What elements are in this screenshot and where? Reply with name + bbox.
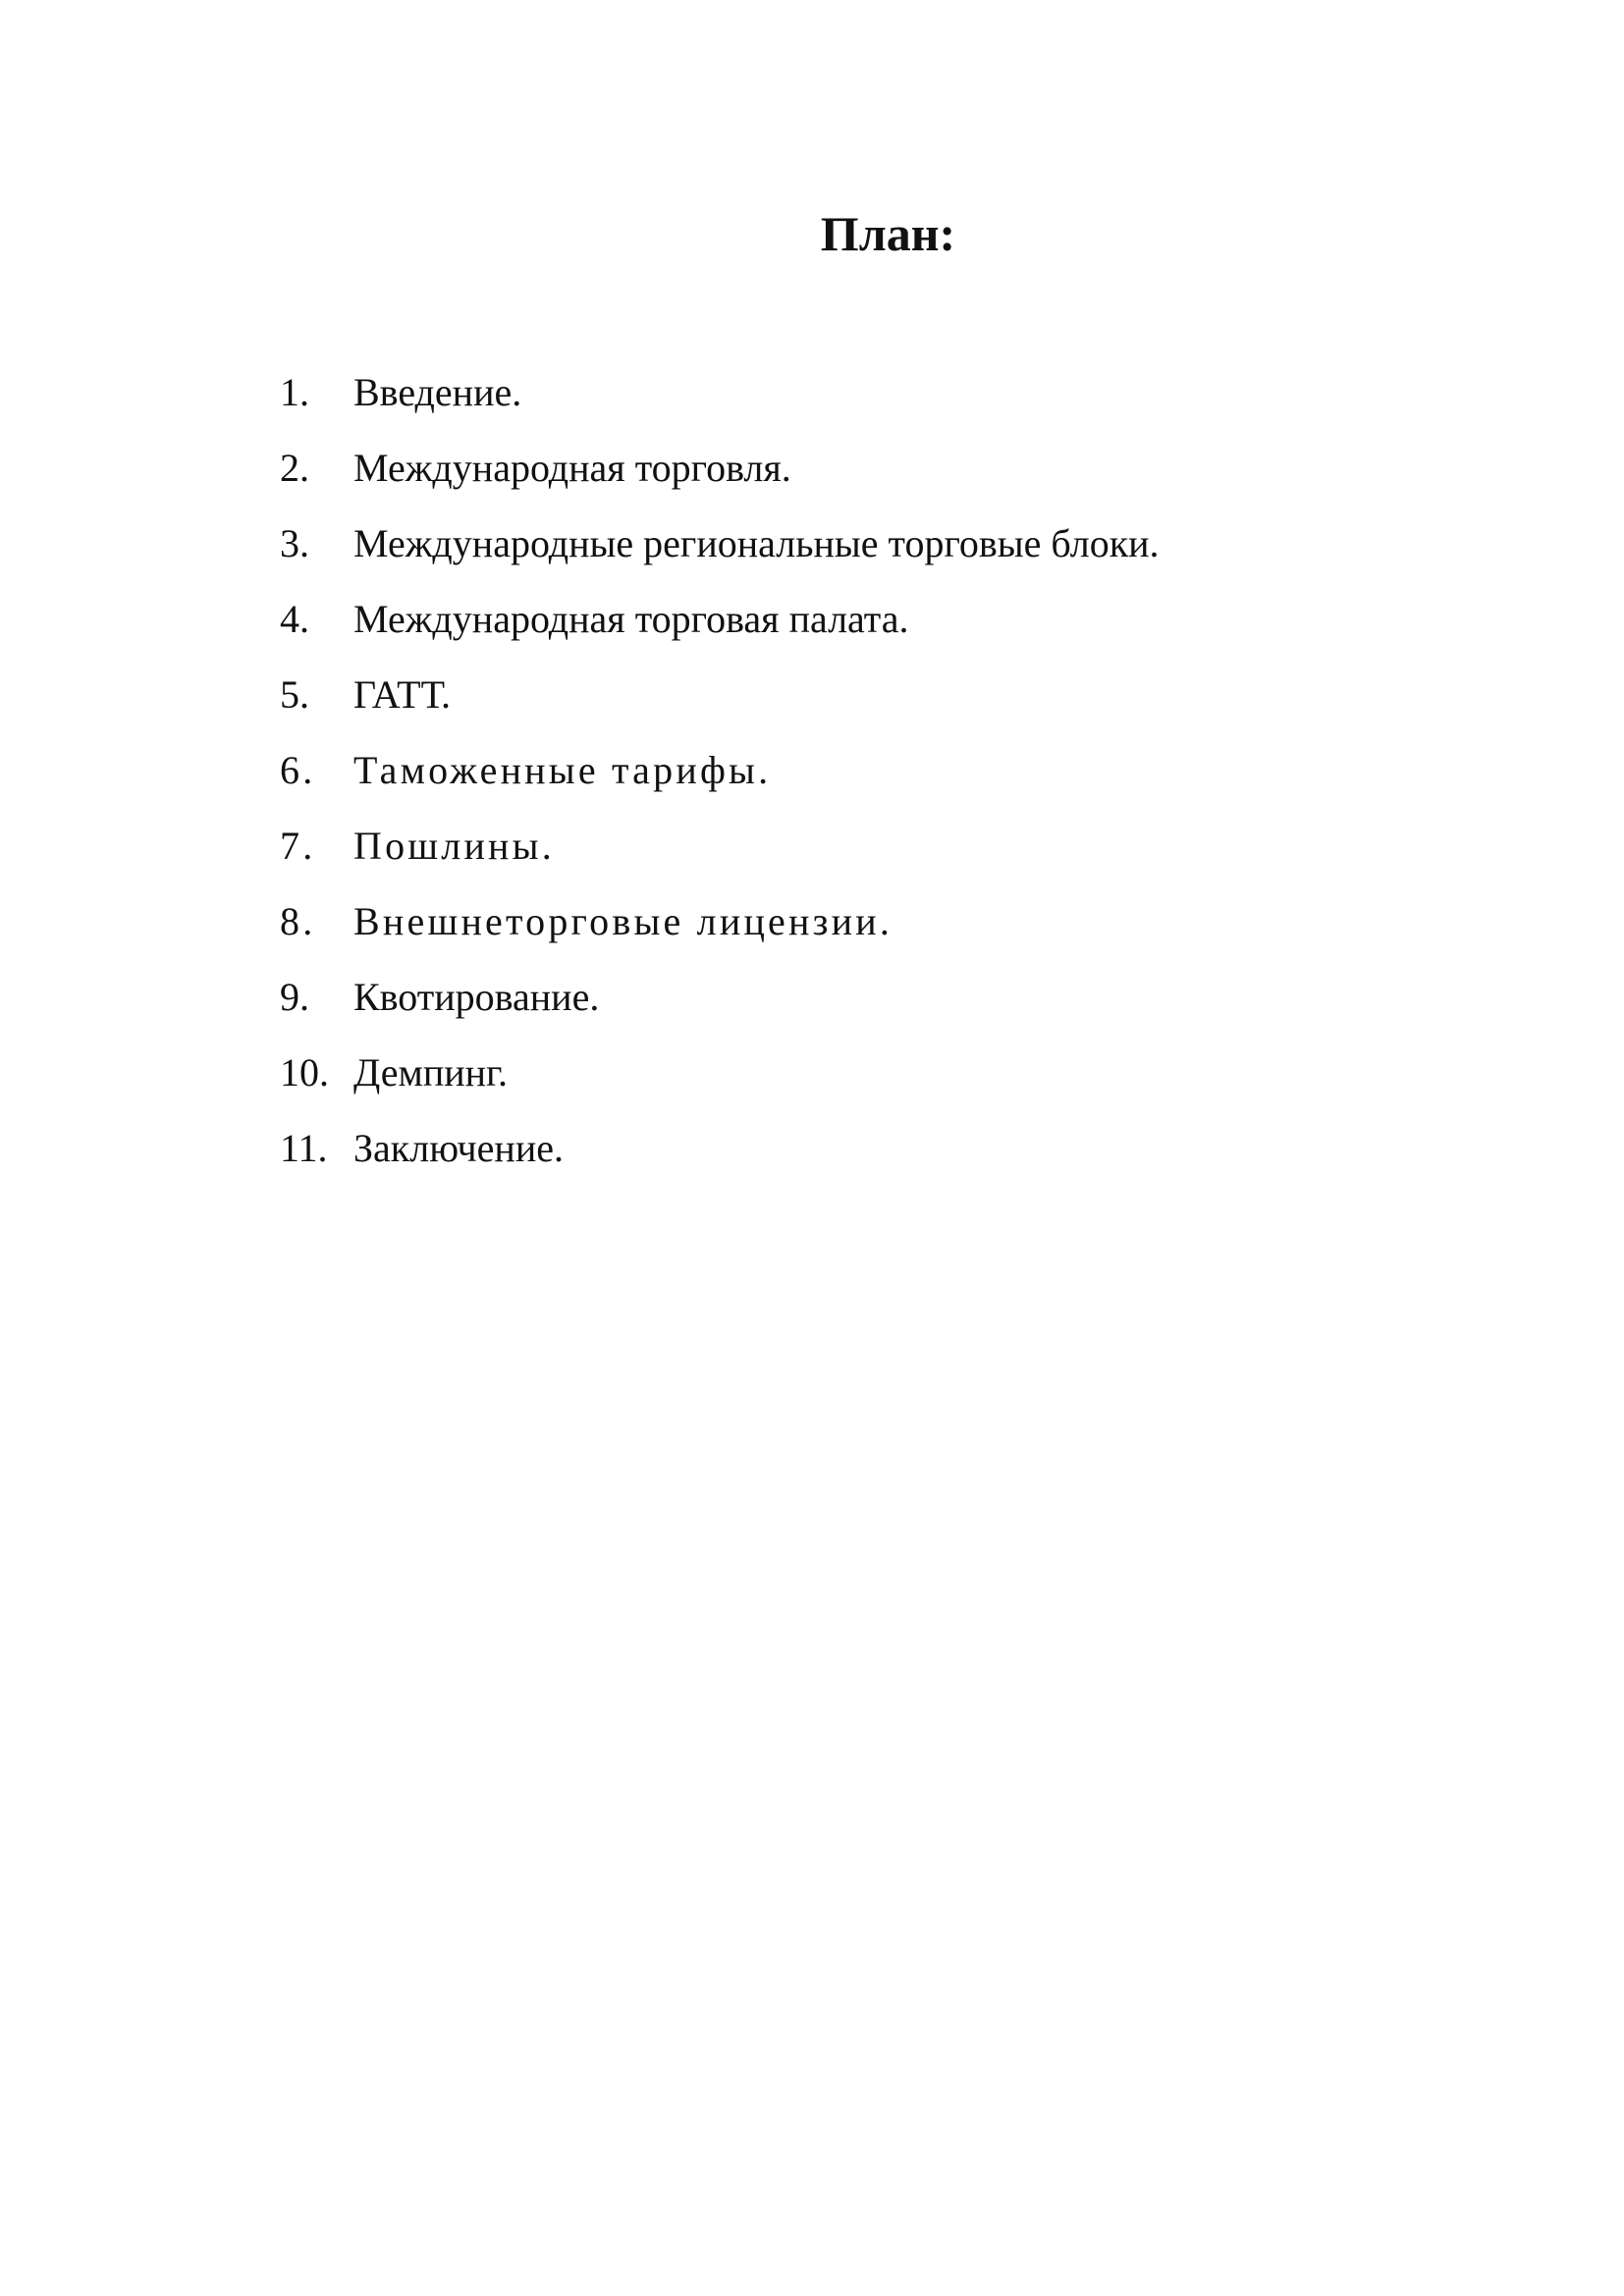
item-number: 11. [280, 1126, 328, 1170]
item-text: Таможенные тарифы. [353, 748, 772, 792]
item-number: 2. [280, 446, 309, 490]
item-number: 9. [280, 975, 309, 1019]
item-number: 5. [280, 672, 309, 717]
item-number: 7. [280, 824, 316, 868]
item-number: 1. [280, 370, 309, 414]
item-number: 4. [280, 597, 309, 641]
item-number: 8. [280, 899, 316, 943]
item-text: Пошлины. [353, 824, 555, 868]
item-text: Заключение. [353, 1126, 564, 1170]
item-number: 10. [280, 1050, 329, 1095]
item-text: Введение. [353, 370, 522, 414]
item-text: Внешнеторговые лицензии. [353, 899, 893, 943]
item-number: 3. [280, 521, 309, 565]
item-text: Международная торговля. [353, 446, 791, 490]
item-text: Международные региональные торговые блоки. [353, 521, 1160, 565]
item-number: 6. [280, 748, 316, 792]
item-text: Демпинг. [353, 1050, 508, 1095]
item-text: Квотирование. [353, 975, 600, 1019]
item-text: ГАТТ. [353, 672, 452, 717]
item-text: Международная торговая палата. [353, 597, 909, 641]
page-title: План: [820, 206, 956, 261]
